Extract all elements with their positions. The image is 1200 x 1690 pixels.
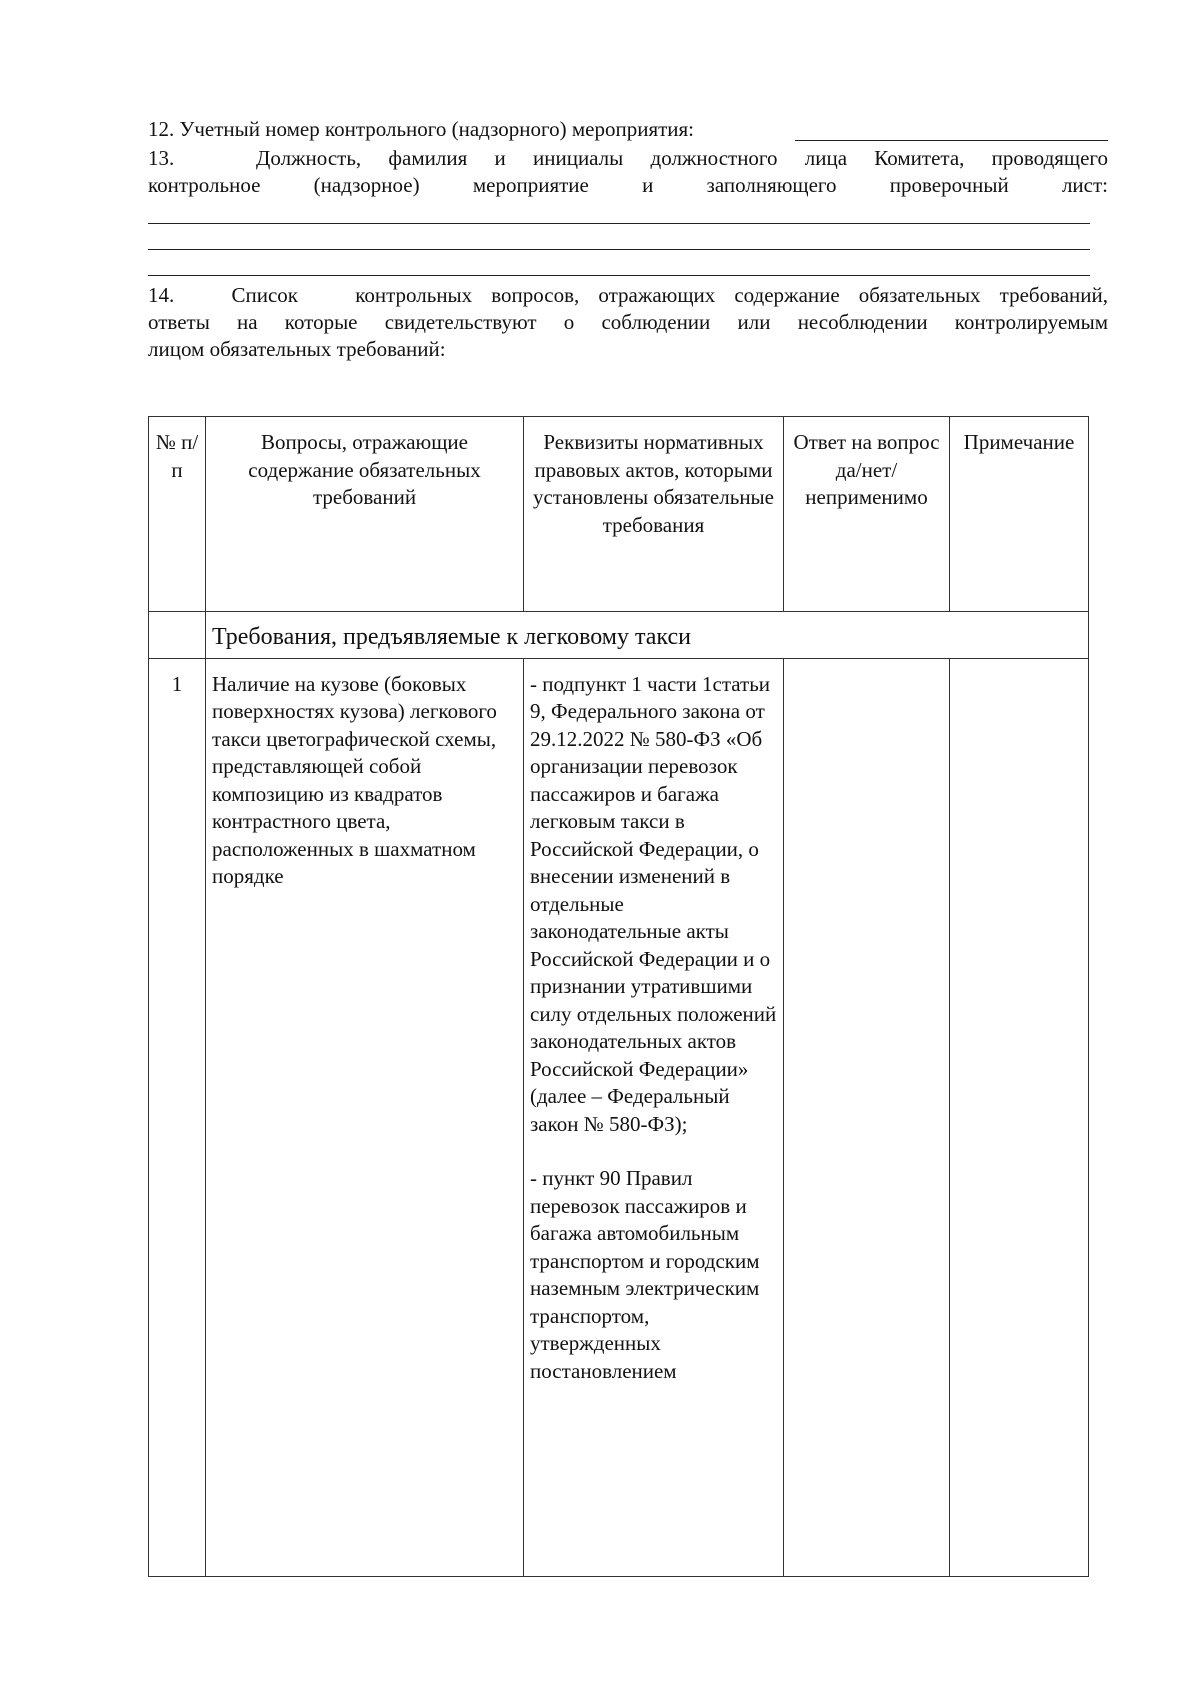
item-14-line-1: 14. Список контрольных вопросов, отражающих содержание обязательных требований, [148,283,1108,307]
section-row [149,612,1089,659]
row-reference [524,658,784,1576]
item-12-text: 12. Учетный номер контрольного (надзорного) мероприятия: [148,117,695,141]
item-13-fill-line-2 [148,249,1090,250]
table-header-row [149,417,1089,612]
item-13-fill-line-3 [148,275,1090,276]
item-14-line-2: ответы на которые свидетельствуют о соблюдении или несоблюдении контролируемым [148,310,1108,334]
row-number: 1 [149,658,206,1576]
row-question: Наличие на кузове (боковых поверхностях кузова) легкового такси цветографической схемы, представляющей собой композицию из квадратов контрастного цвета, расположенных в шахматном порядке [206,658,524,1576]
row-answer[interactable] [784,658,950,1576]
header-number: № п/п [149,417,206,612]
item-13-fill-line-1 [148,223,1090,224]
item-12-fill-line [795,140,1108,141]
row-note[interactable] [950,658,1089,1576]
item-13-line-2: контрольное (надзорное) мероприятие и заполняющего проверочный лист: [148,173,1108,197]
item-13-line-1: 13. Должность, фамилия и инициалы должностного лица Комитета, проводящего [148,146,1108,170]
row-reference-1: - подпункт 1 части 1статьи 9, Федерального закона от 29.12.2022 № 580-ФЗ «Об организации перевозок пассажиров и багажа легковым такси в Российской Федерации, о внесении изменений в отдельные законодательные акты Российской Федерации и о признании утратившими силу отдельных положений законодательных актов Российской Федерации» (далее – Федеральный закон № 580-ФЗ); [530,671,777,1136]
row-reference-2: - пункт 90 Правил перевозок пассажиров и багажа автомобильным транспортом и городским наземным электрическим транспортом, утвержденных постановлением [530,1166,760,1383]
item-14-line-3: лицом обязательных требований: [148,337,446,361]
header-answer: Ответ на вопрос да/нет/ неприменимо [784,417,950,612]
checklist-table [148,416,1089,1577]
section-title: Требования, предъявляемые к легковому такси [206,612,1089,659]
section-number-cell [149,612,206,659]
header-reference: Реквизиты нормативных правовых актов, которыми установлены обязательные требования [524,417,784,612]
header-question: Вопросы, отражающие содержание обязательных требований [206,417,524,612]
table-row [149,658,1089,1576]
header-note: Примечание [950,417,1089,612]
